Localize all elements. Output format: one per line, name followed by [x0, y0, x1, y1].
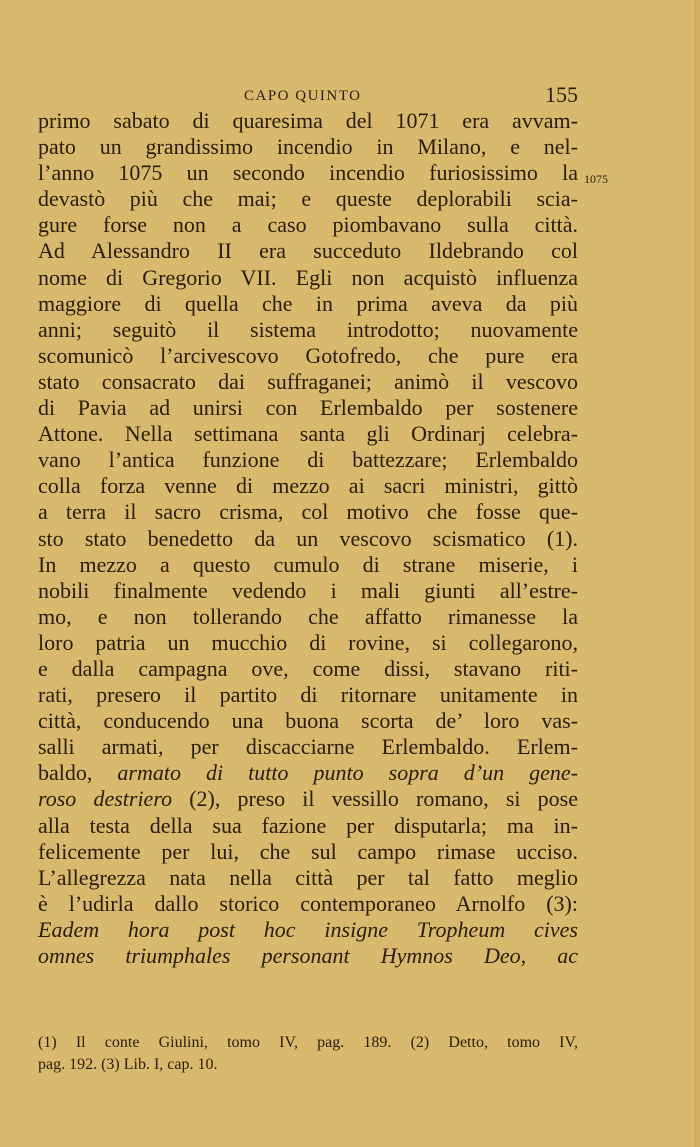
text-line: [38, 708, 578, 734]
footnote-line: (1) Il conte Giulini, tomo IV, pag. 189. (2) Detto, tomo IV,: [38, 1034, 578, 1051]
text-line: [38, 160, 578, 186]
text-line: [38, 526, 578, 552]
text-line: [38, 604, 578, 630]
footnote-line: pag. 192. (3) Lib. I, cap. 10.: [38, 1056, 218, 1073]
text-line: [38, 238, 578, 264]
text-segment: e dalla campagna ove, come dissi, stavano riti-: [38, 655, 578, 681]
running-title: CAPO QUINTO: [244, 88, 362, 104]
text-segment: scomunicò l’arcivescovo Gotofredo, che pure era: [38, 342, 578, 368]
text-segment: loro patria un mucchio di rovine, si collegarono,: [38, 629, 578, 655]
page-header: [38, 84, 578, 110]
page-edge: [694, 0, 700, 1147]
text-line: [38, 395, 578, 421]
text-segment: colla forza venne di mezzo ai sacri ministri, gittò: [38, 473, 578, 499]
text-segment: nome di Gregorio VII. Egli non acquistò influenza: [38, 264, 578, 290]
text-line: [38, 656, 578, 682]
text-segment: stato consacrato dai suffraganei; animò il vescovo: [38, 368, 578, 394]
text-segment: mo, e non tollerando che affatto rimanesse la: [38, 603, 578, 629]
text-segment: città, conducendo una buona scorta de’ loro vas-: [38, 708, 578, 734]
text-segment: rati, presero il partito di ritornare unitamente in: [38, 682, 578, 708]
text-line: [38, 943, 578, 969]
text-segment: maggiore di quella che in prima aveva da più: [38, 290, 578, 316]
text-line: [38, 734, 578, 760]
text-line: [38, 760, 578, 786]
text-line: [38, 499, 578, 525]
text-line: [38, 447, 578, 473]
text-line: [38, 891, 578, 917]
text-line: [38, 865, 578, 891]
text-segment: vano l’antica funzione di battezzare; Erlembaldo: [38, 447, 578, 473]
text-line: [38, 917, 578, 943]
text-segment: sto stato benedetto da un vescovo scismatico (1).: [38, 525, 578, 551]
text-segment: L’allegrezza nata nella città per tal fatto meglio: [38, 864, 578, 890]
text-segment: (2), preso il vessillo romano, si pose: [172, 786, 578, 812]
body-text: [38, 108, 578, 969]
text-segment: gure forse non a caso piombavano sulla città.: [38, 212, 578, 238]
text-segment: nobili finalmente vedendo i mali giunti all’estre-: [38, 577, 578, 603]
text-line: [38, 317, 578, 343]
text-segment: l’anno 1075 un secondo incendio furiosissimo la: [38, 160, 578, 186]
text-line: [38, 291, 578, 317]
text-line: [38, 786, 578, 812]
text-line: [38, 186, 578, 212]
text-line: [38, 813, 578, 839]
text-line: [38, 343, 578, 369]
text-segment: primo sabato di quaresima del 1071 era avvam-: [38, 108, 578, 133]
text-line: [38, 552, 578, 578]
text-segment: Attone. Nella settimana santa gli Ordinarj celebra-: [38, 421, 578, 447]
text-line: [38, 839, 578, 865]
text-segment: Ad Alessandro II era succeduto Ildebrando col: [38, 238, 578, 264]
page-number: 155: [545, 82, 578, 107]
text-line: [38, 369, 578, 395]
text-line: [38, 578, 578, 604]
text-line: [38, 421, 578, 447]
text-line: [38, 108, 578, 134]
text-segment: a terra il sacro crisma, col motivo che fosse que-: [38, 499, 578, 525]
italic-text: omnes triumphales personant Hymnos Deo, ac: [38, 943, 578, 968]
text-segment: è l’udirla dallo storico contemporaneo Arnolfo (3):: [38, 890, 578, 916]
text-segment: baldo,: [38, 760, 118, 786]
text-segment: felicemente per lui, che sul campo rimase ucciso.: [38, 838, 578, 864]
text-segment: alla testa della sua fazione per disputarla; ma in-: [38, 812, 578, 838]
text-segment: pato un grandissimo incendio in Milano, e nel-: [38, 134, 578, 160]
text-line: [38, 682, 578, 708]
text-segment: In mezzo a questo cumulo di strane miserie, i: [38, 551, 578, 577]
text-line: [38, 212, 578, 238]
text-line: [38, 265, 578, 291]
text-segment: devastò più che mai; e queste deplorabili scia-: [38, 186, 578, 212]
footnotes: [38, 1032, 578, 1076]
text-segment: salli armati, per discacciarne Erlembaldo. Erlem-: [38, 734, 578, 760]
margin-year-note: 1075: [584, 172, 608, 186]
italic-text: armato di tutto punto sopra d’un gene-: [117, 760, 578, 786]
text-line: [38, 134, 578, 160]
text-line: [38, 473, 578, 499]
text-segment: anni; seguitò il sistema introdotto; nuovamente: [38, 316, 578, 342]
text-segment: di Pavia ad unirsi con Erlembaldo per sostenere: [38, 395, 578, 421]
text-line: [38, 630, 578, 656]
italic-text: Eadem hora post hoc insigne Tropheum cives: [38, 916, 578, 942]
italic-text: roso destriero: [38, 786, 173, 812]
